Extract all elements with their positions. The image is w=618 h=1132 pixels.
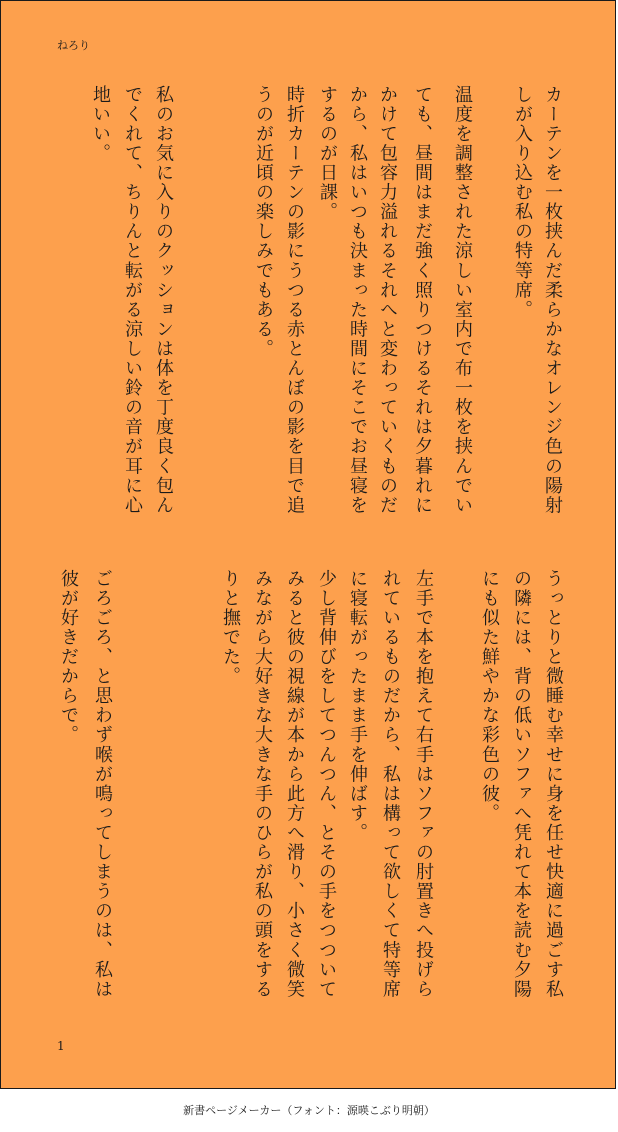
footer-caption: 新書ページメーカー（フォント：源暎こぶり明朝）	[183, 1104, 435, 1117]
text-line: 私のお気に入りのクッションは体を丁度良く包ん	[153, 85, 174, 516]
text-line: 彼が好きだからで。	[58, 569, 79, 745]
text-line: うっとりと微睡む幸せに身を任せ快適に過ごす私	[543, 569, 564, 1000]
text-line: しが入り込む私の特等席。	[512, 85, 533, 320]
text-line: するのが日課。	[317, 85, 338, 222]
text-line: カーテンを一枚挟んだ柔らかなオレンジ色の陽射	[542, 85, 563, 516]
text-line: かけて包容力溢れるそれへと変わっていくものだ	[377, 85, 398, 516]
text-line: ごろごろ、と思わず喉が鳴ってしまうのは、私は	[92, 569, 113, 1000]
text-line: 地いい。	[90, 85, 111, 164]
text-line: に寝転がったまま手を伸ばす。	[347, 569, 368, 843]
text-line: うのが近頃の楽しみでもある。	[253, 85, 274, 359]
text-line: でくれて、ちりんと転がる涼しい鈴の音が耳に心	[122, 85, 143, 516]
text-line: 少し背伸びをしてつんつん、とその手をつついて	[316, 569, 337, 1000]
text-line: りと撫でた。	[220, 569, 241, 687]
text-line: にも似た鮮やかな彩色の彼。	[479, 569, 500, 824]
text-line: 温度を調整された涼しい室内で布一枚を挟んでい	[452, 85, 473, 516]
text-line: みると彼の視線が本から此方へ滑り、小さく微笑	[284, 569, 305, 1000]
text-line: みながら大好きな大きな手のひらが私の頭をする	[252, 569, 273, 1000]
header-title: ねろり	[57, 39, 90, 52]
text-line: から、私はいつも決まった時間にそこでお昼寝を	[347, 85, 368, 516]
text-line: ても、昼間はまだ強く照りつけるそれは夕暮れに	[412, 85, 433, 516]
text-line: 左手で本を抱えて右手はソファの肘置きへ投げら	[413, 569, 434, 1000]
text-line: 時折カーテンの影にうつる赤とんぼの影を目で追	[284, 85, 305, 516]
text-line: の隣には、背の低いソファへ凭れて本を読む夕陽	[511, 569, 532, 1000]
page-number: 1	[57, 1039, 65, 1053]
text-line: れているものだから、私は構って欲しくて特等席	[380, 569, 401, 1000]
